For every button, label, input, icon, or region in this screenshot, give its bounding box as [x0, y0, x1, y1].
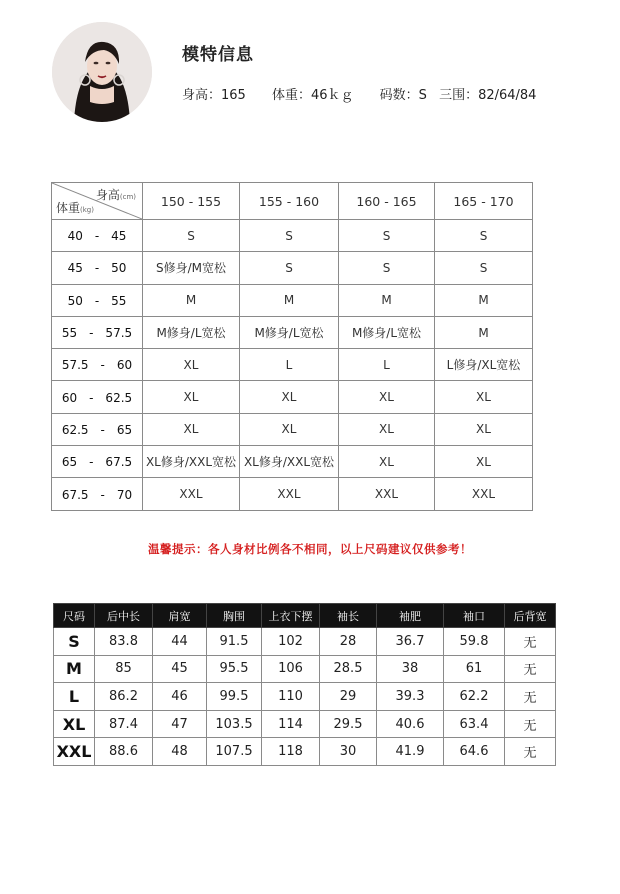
corner-weight-unit: (kg)	[80, 206, 94, 214]
height-range-header: 150 - 155	[143, 183, 240, 220]
measurement-cell: 99.5	[207, 683, 262, 711]
column-header: 上衣下摆	[262, 604, 320, 628]
size-cell: XXL	[240, 478, 339, 510]
size-label-cell: XL	[54, 710, 95, 738]
size-cell: XL	[339, 413, 435, 445]
table-row	[52, 478, 533, 510]
table-row	[54, 628, 556, 656]
column-header: 后中长	[95, 604, 153, 628]
table-row	[52, 284, 533, 316]
size-disclaimer-tip: 温馨提示：各人身材比例各不相同，以上尺码建议仅供参考！	[148, 542, 472, 556]
measurement-cell: 107.5	[207, 738, 262, 766]
size-cell: XL	[339, 446, 435, 478]
measurement-cell: 40.6	[377, 710, 444, 738]
column-header: 尺码	[54, 604, 95, 628]
size-cell: S	[143, 220, 240, 252]
measurement-cell: 106	[262, 655, 320, 683]
measurement-cell: 87.4	[95, 710, 153, 738]
column-header: 肩宽	[153, 604, 207, 628]
measurement-cell: 36.7	[377, 628, 444, 656]
table-row	[54, 710, 556, 738]
size-cell: S	[339, 220, 435, 252]
measurement-cell: 46	[153, 683, 207, 711]
measurement-cell: 39.3	[377, 683, 444, 711]
table-row	[52, 349, 533, 381]
measurement-cell: 62.2	[444, 683, 505, 711]
measurement-cell: 无	[505, 655, 556, 683]
table-row	[54, 655, 556, 683]
height-range-header: 165 - 170	[435, 183, 533, 220]
garment-measurement-table	[53, 603, 556, 766]
weight-range-cell: 50 - 55	[52, 284, 143, 316]
measurement-cell: 30	[320, 738, 377, 766]
measurement-cell: 29.5	[320, 710, 377, 738]
measurement-cell: 29	[320, 683, 377, 711]
size-cell: M	[339, 284, 435, 316]
size-cell: S	[435, 252, 533, 284]
measurement-cell: 59.8	[444, 628, 505, 656]
size-label-cell: L	[54, 683, 95, 711]
weight-range-cell: 45 - 50	[52, 252, 143, 284]
size-label-cell: XXL	[54, 738, 95, 766]
weight-range-cell: 62.5 - 65	[52, 413, 143, 445]
model-stats	[182, 84, 558, 103]
size-cell: M	[240, 284, 339, 316]
size-cell: S	[435, 220, 533, 252]
column-header: 袖口	[444, 604, 505, 628]
size-cell: XXL	[143, 478, 240, 510]
size-cell: M	[435, 284, 533, 316]
table-row	[52, 381, 533, 413]
size-table-corner	[52, 183, 143, 220]
size-table-header-row	[52, 183, 533, 220]
measurement-cell: 48	[153, 738, 207, 766]
measurement-cell: 102	[262, 628, 320, 656]
measurement-cell: 63.4	[444, 710, 505, 738]
column-header: 后背宽	[505, 604, 556, 628]
measurement-cell: 118	[262, 738, 320, 766]
corner-weight-label: 体重	[56, 201, 81, 215]
column-header: 袖肥	[377, 604, 444, 628]
measurement-cell: 86.2	[95, 683, 153, 711]
size-cell: XL	[143, 413, 240, 445]
measurement-cell: 95.5	[207, 655, 262, 683]
size-cell: M修身/L宽松	[240, 316, 339, 348]
weight-range-cell: 67.5 - 70	[52, 478, 143, 510]
size-cell: XL	[435, 446, 533, 478]
height-range-header: 160 - 165	[339, 183, 435, 220]
measurement-cell: 28.5	[320, 655, 377, 683]
size-cell: XL	[435, 413, 533, 445]
size-cell: XL	[143, 381, 240, 413]
table-row	[52, 413, 533, 445]
size-cell: S	[240, 220, 339, 252]
model-measurements: 三围：82/64/84	[439, 88, 537, 103]
measurement-cell: 61	[444, 655, 505, 683]
measurement-cell: 无	[505, 738, 556, 766]
measurement-cell: 38	[377, 655, 444, 683]
measurement-header-row	[54, 604, 556, 628]
size-cell: XL	[143, 349, 240, 381]
measurement-cell: 103.5	[207, 710, 262, 738]
model-height: 身高：165	[182, 88, 246, 103]
measurement-cell: 85	[95, 655, 153, 683]
size-cell: S	[339, 252, 435, 284]
size-cell: XXL	[339, 478, 435, 510]
model-info	[52, 22, 592, 122]
size-cell: M修身/L宽松	[339, 316, 435, 348]
size-cell: XL	[240, 381, 339, 413]
column-header: 胸围	[207, 604, 262, 628]
measurement-cell: 无	[505, 710, 556, 738]
table-row	[52, 252, 533, 284]
weight-range-cell: 60 - 62.5	[52, 381, 143, 413]
column-header: 袖长	[320, 604, 377, 628]
weight-range-cell: 57.5 - 60	[52, 349, 143, 381]
height-range-header: 155 - 160	[240, 183, 339, 220]
size-cell: L	[339, 349, 435, 381]
table-row	[52, 220, 533, 252]
measurement-cell: 114	[262, 710, 320, 738]
measurement-cell: 83.8	[95, 628, 153, 656]
size-label-cell: S	[54, 628, 95, 656]
measurement-cell: 无	[505, 683, 556, 711]
measurement-cell: 45	[153, 655, 207, 683]
size-label-cell: M	[54, 655, 95, 683]
corner-height-unit: (cm)	[119, 193, 136, 201]
measurement-cell: 41.9	[377, 738, 444, 766]
size-cell: M修身/L宽松	[143, 316, 240, 348]
table-row	[52, 446, 533, 478]
measurement-cell: 110	[262, 683, 320, 711]
size-cell: S修身/M宽松	[143, 252, 240, 284]
size-cell: M	[435, 316, 533, 348]
measurement-cell: 28	[320, 628, 377, 656]
corner-height-label: 身高	[95, 188, 120, 202]
table-row	[54, 683, 556, 711]
measurement-cell: 88.6	[95, 738, 153, 766]
size-cell: S	[240, 252, 339, 284]
size-cell: M	[143, 284, 240, 316]
size-cell: XXL	[435, 478, 533, 510]
weight-range-cell: 65 - 67.5	[52, 446, 143, 478]
measurement-cell: 91.5	[207, 628, 262, 656]
size-cell: XL	[339, 381, 435, 413]
size-cell: XL修身/XXL宽松	[240, 446, 339, 478]
measurement-cell: 47	[153, 710, 207, 738]
model-avatar	[52, 22, 152, 122]
measurement-cell: 64.6	[444, 738, 505, 766]
measurement-cell: 无	[505, 628, 556, 656]
table-row	[52, 316, 533, 348]
size-cell: L	[240, 349, 339, 381]
weight-range-cell: 40 - 45	[52, 220, 143, 252]
weight-range-cell: 55 - 57.5	[52, 316, 143, 348]
size-cell: L修身/XL宽松	[435, 349, 533, 381]
size-cell: XL修身/XXL宽松	[143, 446, 240, 478]
model-weight: 体重：46ｋｇ	[271, 88, 354, 103]
measurement-cell: 44	[153, 628, 207, 656]
size-recommendation-table	[51, 182, 533, 511]
model-size: 码数：S	[379, 88, 427, 103]
size-cell: XL	[435, 381, 533, 413]
size-cell: XL	[240, 413, 339, 445]
model-info-title: 模特信息	[182, 45, 254, 65]
table-row	[54, 738, 556, 766]
